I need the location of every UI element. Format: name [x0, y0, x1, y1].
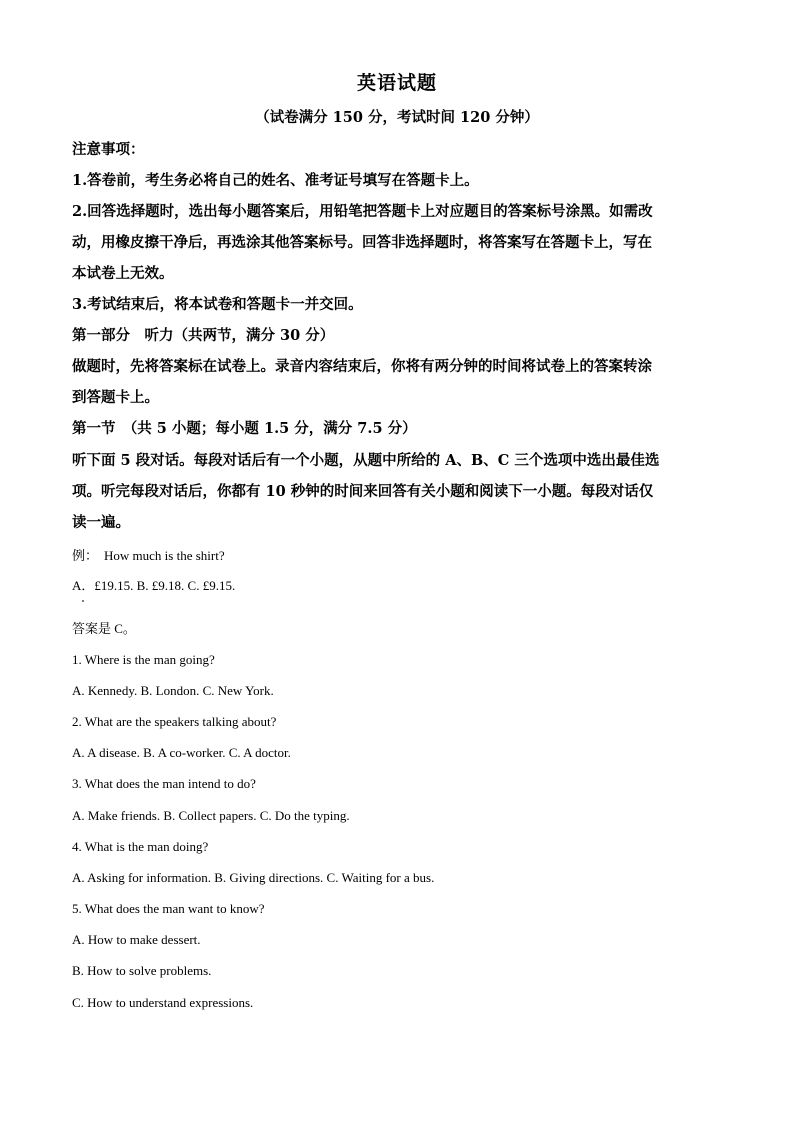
- example-question: How much is the shirt?: [104, 548, 225, 563]
- example-answer: 答案是 C。: [72, 621, 136, 636]
- question-4: 4. What is the man doing?: [72, 839, 209, 854]
- question-5-option-a: A. How to make dessert.: [72, 932, 201, 947]
- part1-instruction-line-2: 到答题卡上。: [72, 389, 159, 406]
- page-title: 英语试题: [356, 72, 437, 94]
- notice-item-1: 1.答卷前，考生务必将自己的姓名、准考证号填写在答题卡上。: [72, 172, 479, 189]
- question-2-options: A. A disease. B. A co-worker. C. A doctor.: [72, 745, 291, 760]
- exam-info: （试卷满分 150 分，考试时间 120 分钟）: [255, 109, 539, 126]
- example-options: A．£19.15. B. £9.18. C. £9.15.: [72, 578, 236, 593]
- part1-heading: 第一部分 听力（共两节，满分 30 分）: [72, 327, 335, 344]
- question-3-options: A. Make friends. B. Collect papers. C. Do the typing.: [72, 808, 350, 823]
- notice-item-2-line-2: 动，用橡皮擦干净后，再选涂其他答案标号。回答非选择题时，将答案写在答题卡上，写在: [72, 234, 652, 251]
- section1-instruction-line-2: 项。听完每段对话后，你都有 10 秒钟的时间来回答有关小题和阅读下一小题。每段对话仅: [72, 483, 654, 500]
- example-label: 例：: [72, 548, 99, 563]
- notice-item-2-line-1: 2.回答选择题时，选出每小题答案后，用铅笔把答题卡上对应题目的答案标号涂黑。如需改: [72, 203, 653, 220]
- question-5-option-c: C. How to understand expressions.: [72, 995, 254, 1010]
- stray-mark: [82, 600, 84, 602]
- notice-heading: 注意事项：: [72, 141, 145, 158]
- section1-instruction-line-3: 读一遍。: [72, 514, 130, 531]
- question-1-options: A. Kennedy. B. London. C. New York.: [72, 683, 274, 698]
- part1-instruction-line-1: 做题时，先将答案标在试卷上。录音内容结束后，你将有两分钟的时间将试卷上的答案转涂: [72, 358, 652, 375]
- notice-item-3: 3.考试结束后，将本试卷和答题卡一并交回。: [72, 296, 363, 313]
- question-3: 3. What does the man intend to do?: [72, 776, 256, 791]
- question-5: 5. What does the man want to know?: [72, 901, 265, 916]
- section1-instruction-line-1: 听下面 5 段对话。每段对话后有一个小题，从题中所给的 A、B、C 三个选项中选出最佳选: [72, 452, 660, 469]
- question-2: 2. What are the speakers talking about?: [72, 714, 277, 729]
- question-1: 1. Where is the man going?: [72, 652, 215, 667]
- question-5-option-b: B. How to solve problems.: [72, 963, 212, 978]
- notice-item-2-line-3: 本试卷上无效。: [72, 265, 174, 282]
- section1-heading: 第一节 （共 5 小题；每小题 1.5 分，满分 7.5 分）: [72, 420, 417, 437]
- question-4-options: A. Asking for information. B. Giving directions. C. Waiting for a bus.: [72, 870, 435, 885]
